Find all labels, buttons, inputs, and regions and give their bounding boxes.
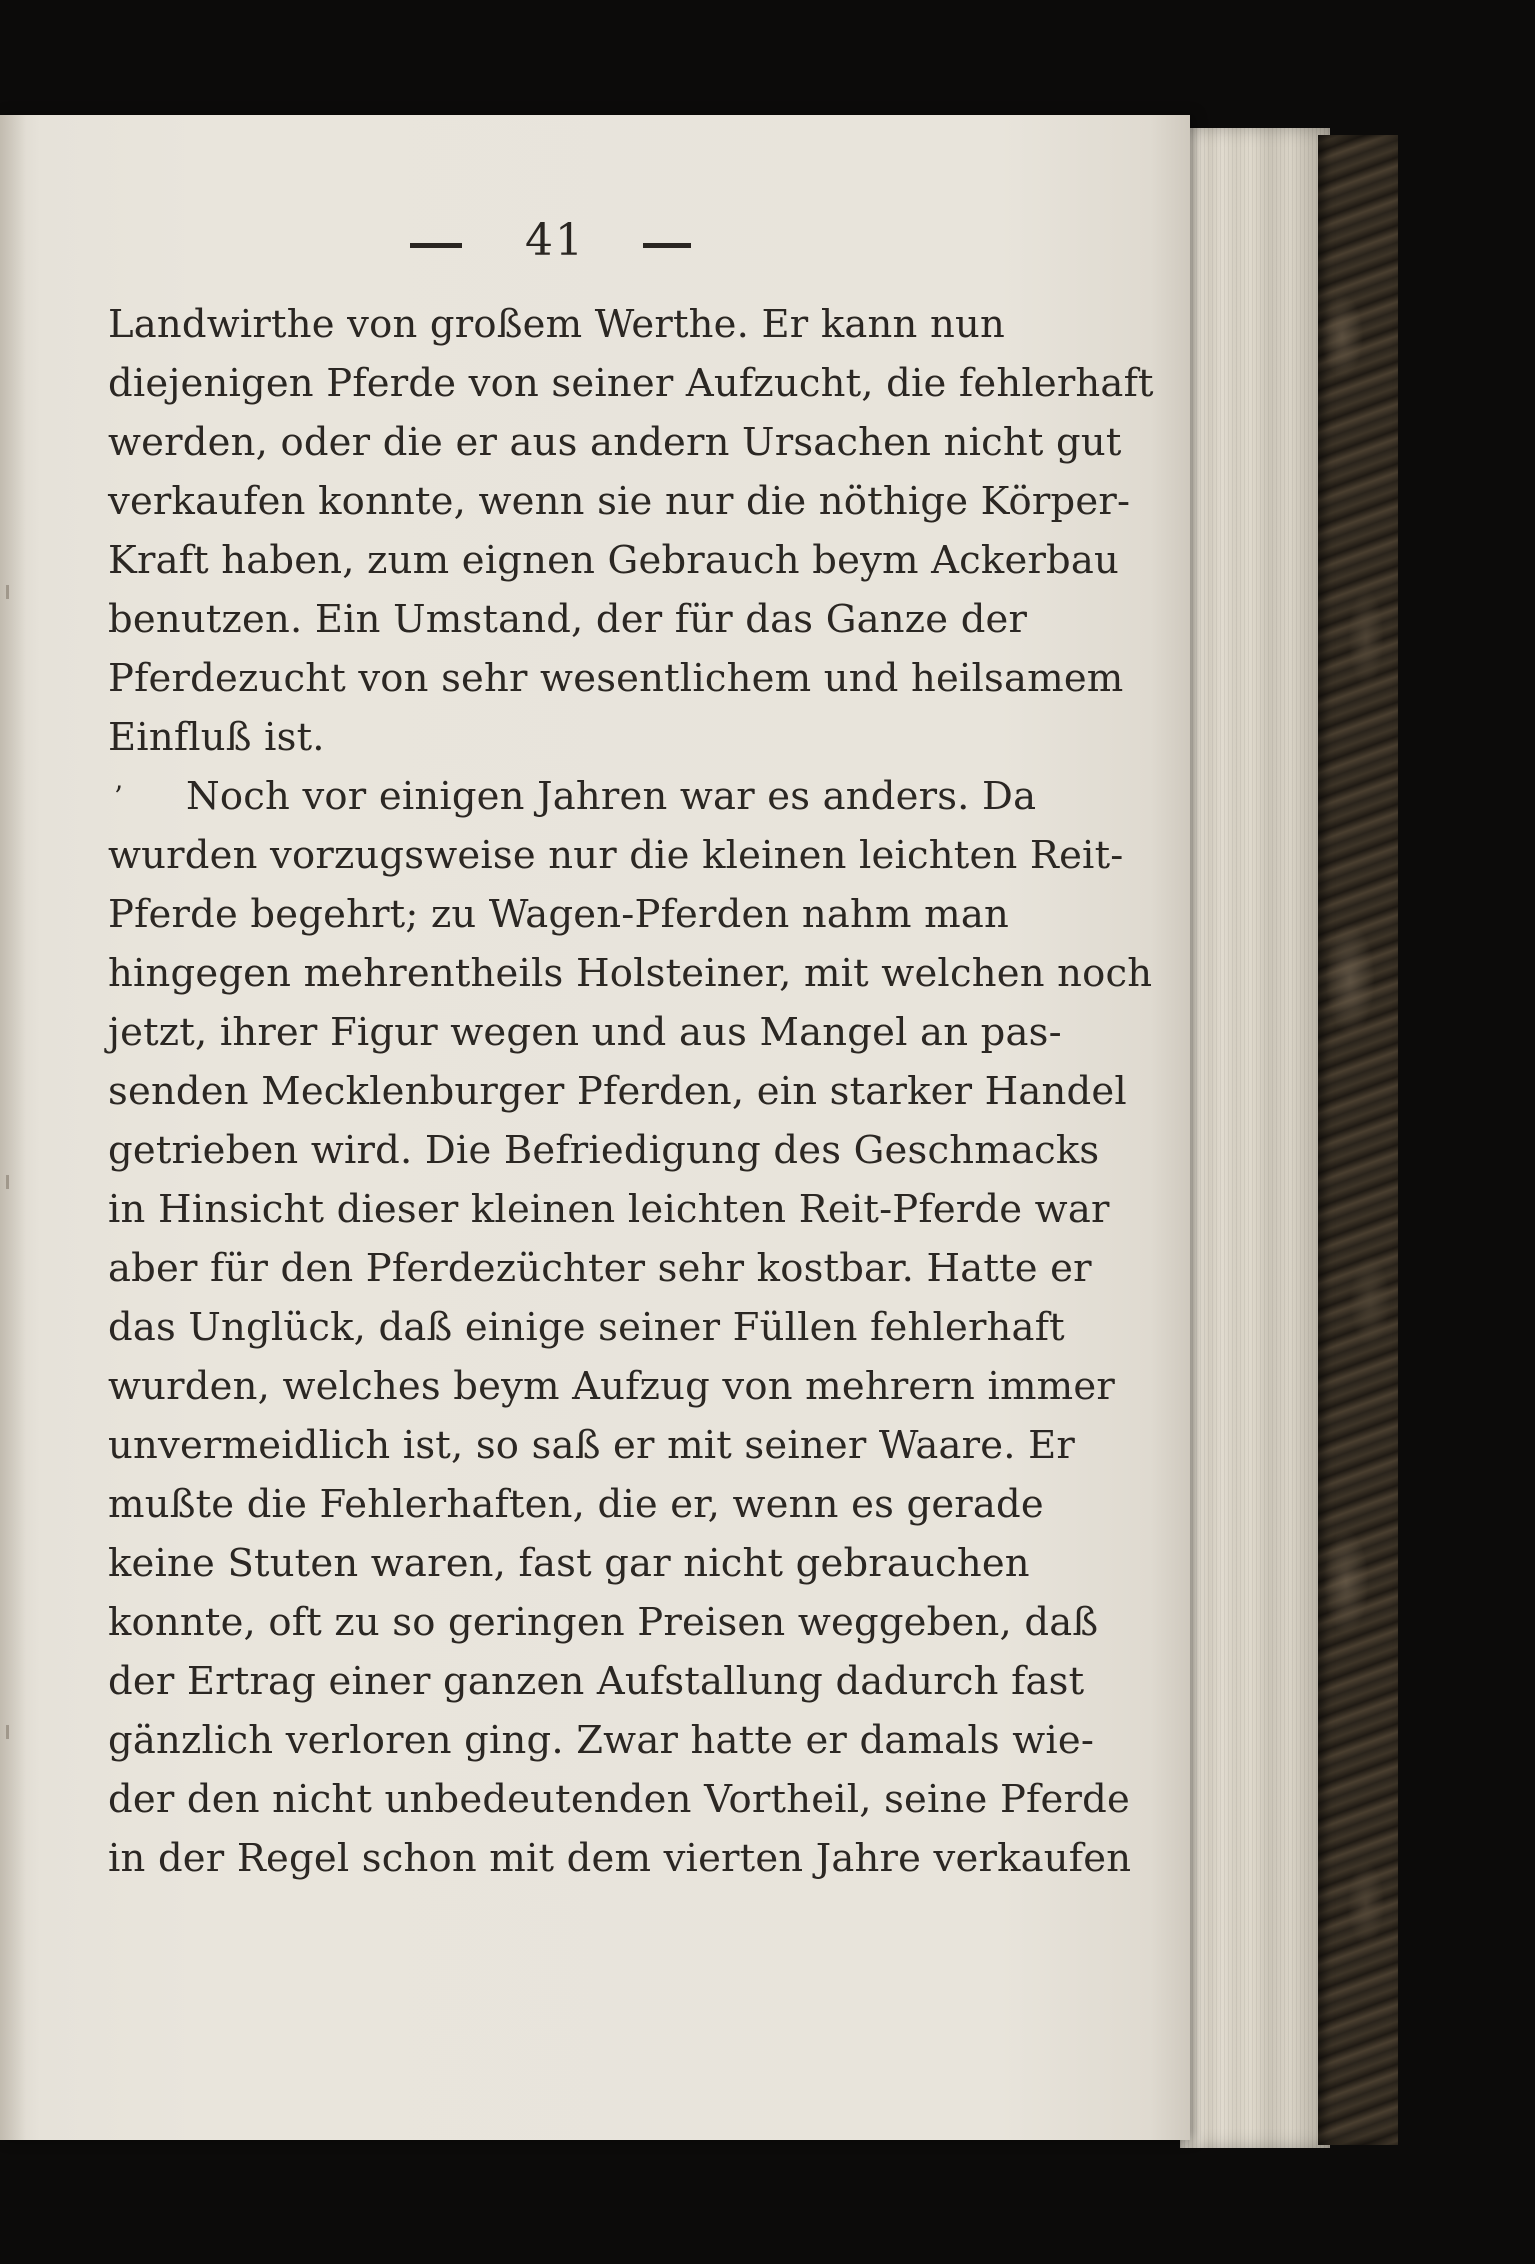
margin-mark	[6, 1175, 9, 1189]
paragraph-mark: ’	[114, 780, 124, 813]
text-line: mußte die Fehlerhaften, die er, wenn es gerade	[108, 1482, 1044, 1527]
text-line: der Ertrag einer ganzen Aufstallung dadurch fast	[108, 1659, 1085, 1704]
text-line: in Hinsicht dieser kleinen leichten Reit-Pferde war	[108, 1187, 1110, 1232]
text-line: Pferdezucht von sehr wesentlichem und heilsamem	[108, 656, 1124, 701]
text-line: der den nicht unbedeutenden Vortheil, seine Pferde	[108, 1777, 1130, 1822]
header-dash-left	[410, 243, 462, 248]
text-line: gänzlich verloren ging. Zwar hatte er damals wie-	[108, 1718, 1095, 1763]
margin-mark	[6, 1725, 9, 1739]
text-line: wurden vorzugsweise nur die kleinen leichten Reit-	[108, 833, 1124, 878]
text-line: wurden, welches beym Aufzug von mehrern immer	[108, 1364, 1115, 1409]
text-line: jetzt, ihrer Figur wegen und aus Mangel an pas-	[108, 1010, 1062, 1055]
text-line: werden, oder die er aus andern Ursachen nicht gut	[108, 420, 1122, 465]
text-line: aber für den Pferdezüchter sehr kostbar. Hatte er	[108, 1246, 1092, 1291]
text-line: das Unglück, daß einige seiner Füllen fehlerhaft	[108, 1305, 1065, 1350]
text-line: in der Regel schon mit dem vierten Jahre verkaufen	[108, 1836, 1132, 1881]
text-line: getrieben wird. Die Befriedigung des Geschmacks	[108, 1128, 1100, 1173]
text-line-paragraph-start	[108, 767, 1037, 826]
margin-mark	[6, 585, 9, 599]
text-line: Einfluß ist.	[108, 715, 325, 760]
text-line-content: Noch vor einigen Jahren war es anders. Da	[186, 774, 1037, 819]
book-page	[0, 115, 1190, 2140]
text-line: verkaufen konnte, wenn sie nur die nöthige Körper-	[108, 479, 1131, 524]
text-line: hingegen mehrentheils Holsteiner, mit welchen noch	[108, 951, 1153, 996]
marbled-cover	[1318, 135, 1398, 2145]
body-text	[108, 295, 1154, 1888]
page-edges	[1180, 128, 1330, 2148]
text-line: Landwirthe von großem Werthe. Er kann nun	[108, 302, 1005, 347]
text-line: konnte, oft zu so geringen Preisen weggeben, daß	[108, 1600, 1099, 1645]
text-line: senden Mecklenburger Pferden, ein starker Handel	[108, 1069, 1127, 1114]
header-dash-right	[643, 243, 691, 248]
text-line: benutzen. Ein Umstand, der für das Ganze der	[108, 597, 1028, 642]
page-number: 41	[525, 215, 585, 266]
text-line: Pferde begehrt; zu Wagen-Pferden nahm man	[108, 892, 1010, 937]
text-line: diejenigen Pferde von seiner Aufzucht, die fehlerhaft	[108, 361, 1154, 406]
text-line: Kraft haben, zum eignen Gebrauch beym Ackerbau	[108, 538, 1120, 583]
text-line: keine Stuten waren, fast gar nicht gebrauchen	[108, 1541, 1030, 1586]
text-line: unvermeidlich ist, so saß er mit seiner Waare. Er	[108, 1423, 1075, 1468]
